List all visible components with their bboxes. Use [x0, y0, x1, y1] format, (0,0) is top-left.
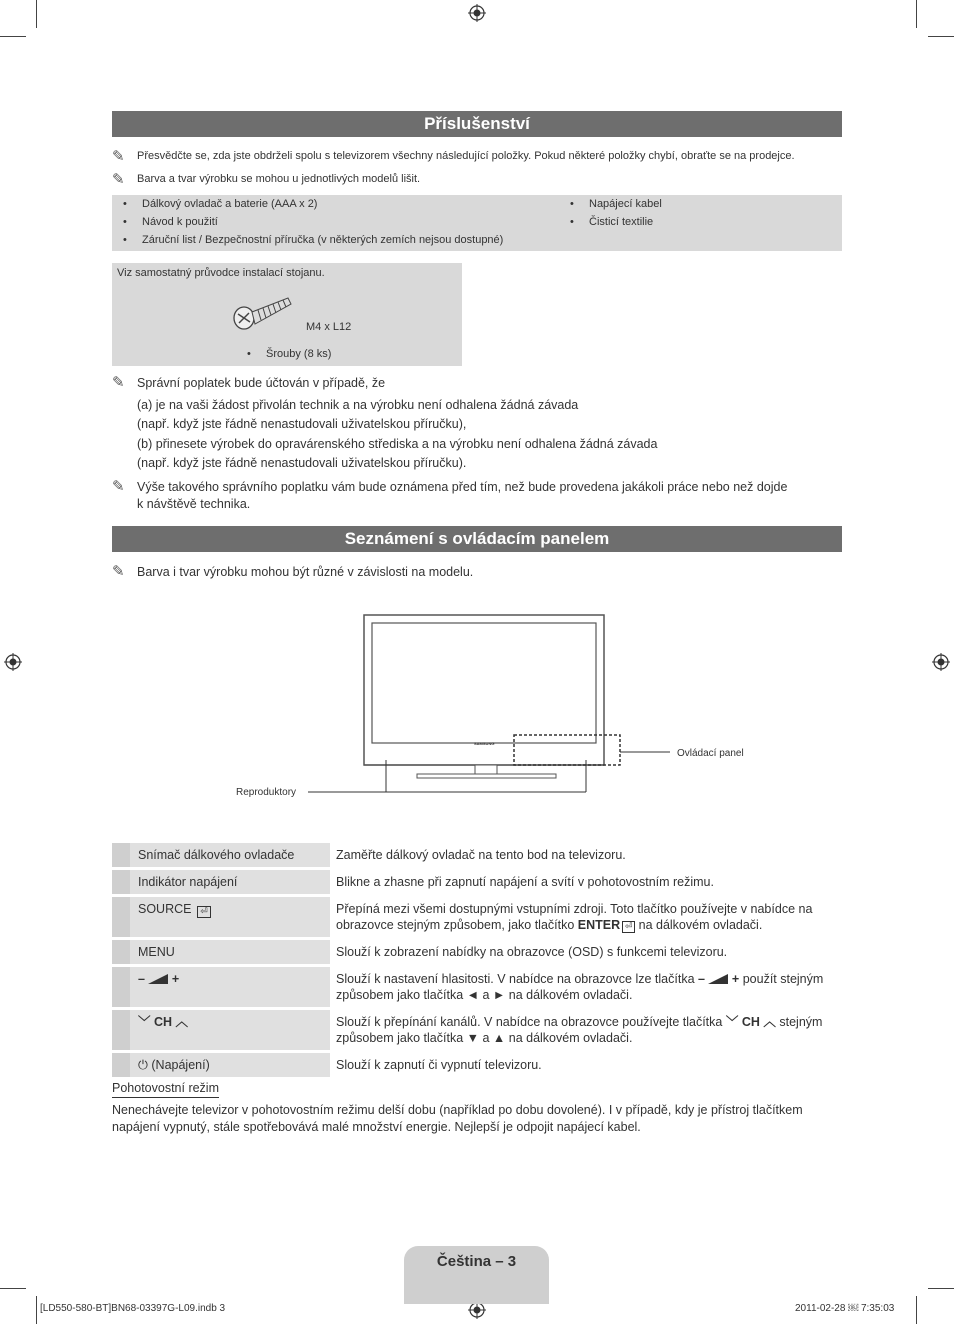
- page-number-tab: Čeština – 3: [404, 1246, 549, 1304]
- fee-line: (např. když jste řádně nenastudovali uživatelskou příručku),: [137, 417, 467, 431]
- standby-text: Nenechávejte televizor v pohotovostním režimu delší dobu (například po dobu dovolené). I v případě, kdy je přístroj tlačítkem: [112, 1103, 803, 1117]
- control-desc: Slouží k přepínání kanálů. V nabídce na obrazovce používejte tlačítka ﹀ CH ︿ stejným způsobem jako tlačítka ▼ a ▲ na dálkovém ovladači.: [330, 1010, 842, 1050]
- pencil-note-icon: ✎: [112, 374, 125, 391]
- section-title-accessories: Příslušenství: [112, 111, 842, 137]
- control-desc: Zaměřte dálkový ovladač na tento bod na televizoru.: [330, 843, 842, 867]
- table-row: [112, 967, 842, 1007]
- footer-file-name: [LD550-580-BT]BN68-03397G-L09.indb 3: [40, 1303, 226, 1314]
- registration-mark-icon: [4, 653, 22, 671]
- tv-illustration: [230, 610, 760, 805]
- enter-icon: ⏎: [622, 921, 635, 933]
- fee-line: (a) je na vaši žádost přivolán technik a na výrobku není odhalena žádná závada: [137, 398, 579, 412]
- note: ✎ Barva i tvar výrobku mohou být různé v závislosti na modelu.: [112, 563, 474, 580]
- pencil-note-icon: ✎: [112, 478, 125, 495]
- power-icon: ⏻: [138, 1058, 148, 1072]
- note: ✎ Výše takového správního poplatku vám bude oznámena před tím, než bude provedena jakákoli práce nebo než dojde: [112, 478, 788, 495]
- label-control-panel: Ovládací panel: [677, 748, 744, 759]
- controls-table: [112, 840, 842, 1080]
- crop-mark: [0, 1288, 26, 1289]
- tv-brand-logo: SAMSUNG: [474, 741, 495, 746]
- control-desc: Přepíná mezi všemi dostupnými vstupními zdroji. Toto tlačítko používejte v nabídce na obrazovce stejným způsobem, jako tlačítko ENTER ⏎ na dálkovém ovladači.: [330, 897, 842, 937]
- control-name: [130, 967, 330, 1007]
- pencil-note-icon: ✎: [112, 148, 125, 165]
- crop-mark: [928, 36, 954, 37]
- note: ✎ Barva a tvar výrobku se mohou u jednotlivých modelů lišit.: [112, 171, 421, 188]
- fee-line: (např. když jste řádně nenastudovali uživatelskou příručku).: [137, 456, 467, 470]
- crop-mark: [916, 0, 917, 28]
- chevron-up-icon: ︿: [763, 1015, 776, 1029]
- control-desc: Slouží k nastavení hlasitosti. V nabídce na obrazovce lze tlačítka – + použít stejným způsobem jako tlačítka ◄ a ► na dálkovém ovladači.: [330, 967, 842, 1007]
- table-row: [112, 1010, 842, 1050]
- table-row: [112, 843, 842, 867]
- table-row: [112, 870, 842, 894]
- table-row: [112, 897, 842, 937]
- control-desc: Blikne a zhasne při zapnutí napájení a svítí v pohotovostním režimu.: [330, 870, 842, 894]
- standby-heading: Pohotovostní režim: [112, 1081, 219, 1098]
- section-title-control-panel: Seznámení s ovládacím panelem: [112, 526, 842, 552]
- control-name: ⏻ (Napájení): [130, 1053, 330, 1077]
- table-row: [112, 940, 842, 964]
- control-name: Indikátor napájení: [130, 870, 330, 894]
- stand-guide-text: Viz samostatný průvodce instalací stojanu.: [117, 267, 325, 279]
- volume-icon: – +: [698, 972, 740, 986]
- chevron-down-icon: ﹀: [138, 1015, 151, 1029]
- label-speakers: Reproduktory: [236, 787, 297, 798]
- chevron-up-icon: ︿: [175, 1015, 189, 1029]
- standby-text: napájení vypnutý, stále spotřebovává malé množství energie. Nejlepší je odpojit napájecí kabel.: [112, 1120, 641, 1134]
- volume-icon: – +: [138, 972, 180, 986]
- control-name: ﹀ CH ︿: [130, 1010, 330, 1050]
- control-name: Snímač dálkového ovladače: [130, 843, 330, 867]
- screw-icon: [230, 290, 294, 332]
- fee-note-continued: k návštěvě technika.: [137, 497, 251, 511]
- crop-mark: [928, 1288, 954, 1289]
- crop-mark: [916, 1296, 917, 1324]
- control-name: SOURCE ⏎: [130, 897, 330, 937]
- note: ✎ Přesvědčte se, zda jste obdrželi spolu s televizorem všechny následující položky. Pokud některé položky chybí, obraťte se na prodejce.: [112, 148, 795, 165]
- pencil-note-icon: ✎: [112, 563, 125, 580]
- table-row: [112, 1053, 842, 1077]
- crop-mark: [0, 36, 26, 37]
- source-enter-icon: ⏎: [197, 906, 211, 918]
- chevron-down-icon: ﹀: [725, 1015, 739, 1029]
- note: ✎ Správní poplatek bude účtován v případě, že: [112, 374, 386, 391]
- registration-mark-icon: [468, 4, 486, 22]
- registration-mark-icon: [932, 653, 950, 671]
- footer-timestamp: 2011-02-28 ￼ 7:35:03: [795, 1303, 895, 1314]
- pencil-note-icon: ✎: [112, 171, 125, 188]
- control-desc: Slouží k zapnutí či vypnutí televizoru.: [330, 1053, 842, 1077]
- screw-size: M4 x L12: [306, 321, 352, 333]
- fee-line: (b) přinesete výrobek do opravárenského střediska a na výrobku není odhalena žádná závada: [137, 437, 658, 451]
- crop-mark: [36, 1296, 37, 1324]
- crop-mark: [36, 0, 37, 28]
- control-name: MENU: [130, 940, 330, 964]
- control-desc: Slouží k zobrazení nabídky na obrazovce (OSD) s funkcemi televizoru.: [330, 940, 842, 964]
